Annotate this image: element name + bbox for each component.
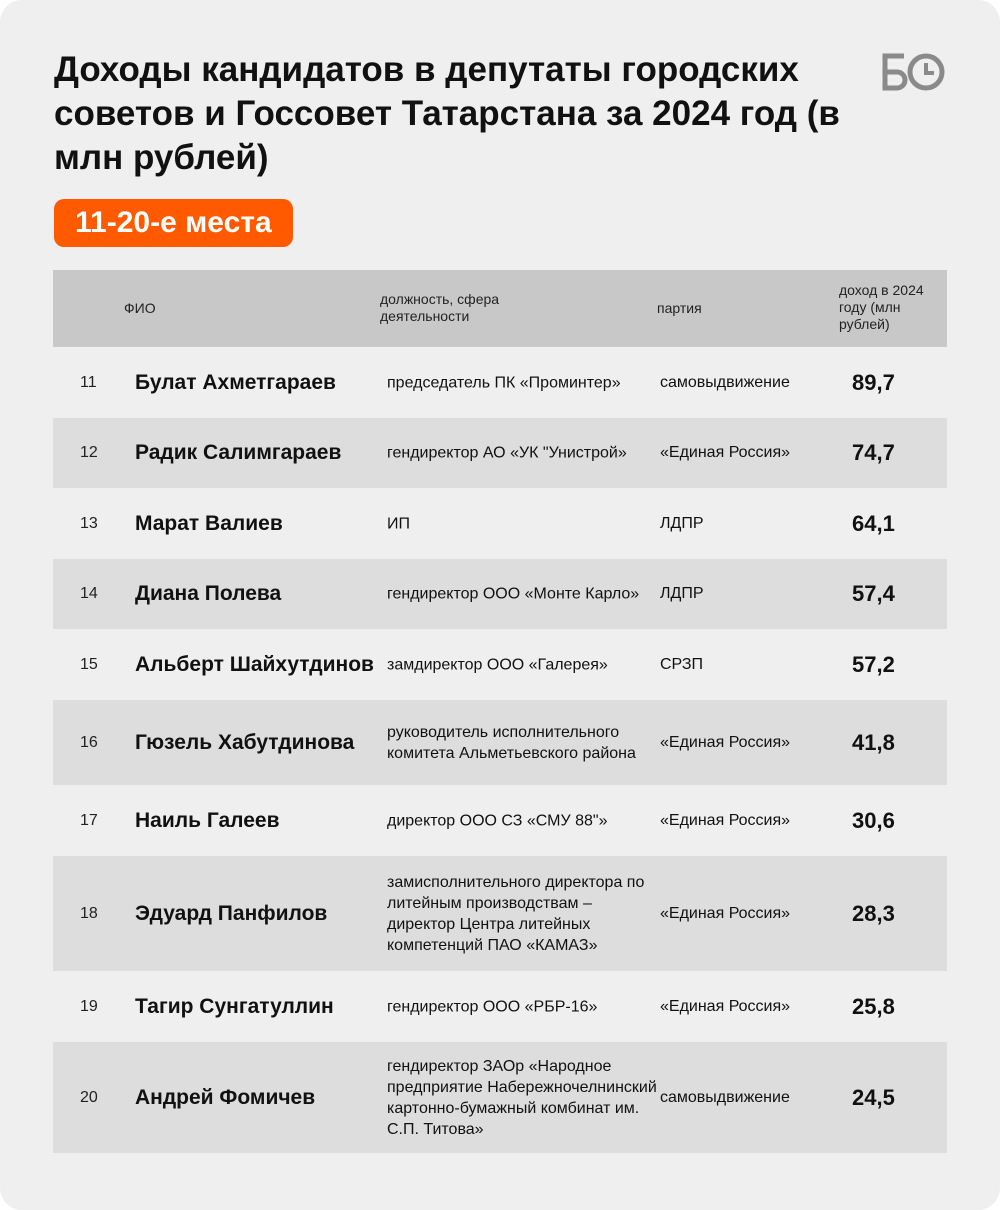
row-position: директор ООО СЗ «СМУ 88"» xyxy=(387,812,608,829)
table-row xyxy=(53,347,947,418)
table-row xyxy=(53,418,947,488)
row-rank: 18 xyxy=(80,904,98,922)
rank-range-badge: 11-20-е места xyxy=(54,199,293,247)
row-income-value: 74,7 xyxy=(852,440,895,465)
row-income-value: 25,8 xyxy=(852,993,895,1019)
row-position: ИП xyxy=(387,515,410,532)
row-rank: 15 xyxy=(80,655,98,673)
row-party: «Единая Россия» xyxy=(660,811,791,829)
row-name: Гюзель Хабутдинова xyxy=(135,730,355,754)
page-title: Доходы кандидатов в депутаты городских советов и Госсовет Татарстана за 2024 год (в млн рублей) xyxy=(54,50,840,177)
row-name: Эдуард Панфилов xyxy=(135,901,328,925)
row-party: самовыдвижение xyxy=(660,1088,790,1106)
row-income-value: 24,5 xyxy=(852,1084,895,1110)
table-header xyxy=(53,270,947,347)
row-party: «Единая Россия» xyxy=(660,444,791,461)
row-position: гендиректор ООО «Монте Карло» xyxy=(387,585,640,603)
row-position: председатель ПК «Проминтер» xyxy=(387,374,621,391)
row-position: руководитель исполнительного комитета Альметьевского района xyxy=(387,723,636,762)
row-position: гендиректор ООО «РБР-16» xyxy=(387,998,598,1015)
table-row xyxy=(53,559,947,629)
table-row xyxy=(53,700,947,785)
row-party: «Единая Россия» xyxy=(660,733,791,751)
table-body xyxy=(53,347,947,1153)
row-rank: 17 xyxy=(80,811,98,829)
header-income: доход в 2024 году (млн рублей) xyxy=(839,282,924,332)
row-position: замдиректор ООО «Галерея» xyxy=(387,656,608,673)
row-party: «Единая Россия» xyxy=(660,997,791,1015)
row-income-value: 57,2 xyxy=(852,651,895,677)
row-name: Андрей Фомичев xyxy=(135,1085,316,1109)
row-name: Диана Полева xyxy=(135,582,282,605)
table-row xyxy=(53,488,947,559)
row-income-value: 64,1 xyxy=(852,510,895,536)
clock-icon xyxy=(910,56,942,88)
row-income-value: 57,4 xyxy=(852,581,895,606)
row-income-value: 28,3 xyxy=(852,900,895,926)
row-name: Радик Салимгараев xyxy=(135,441,342,464)
row-income-value: 41,8 xyxy=(852,729,895,755)
row-rank: 16 xyxy=(80,733,98,751)
row-rank: 12 xyxy=(80,444,98,461)
row-party: самовыдвижение xyxy=(660,373,790,391)
row-income-value: 89,7 xyxy=(852,369,895,395)
row-position: замисполнительного директора по литейным производствам – директор Центра литейных компетенций ПАО «КАМАЗ» xyxy=(387,873,645,954)
row-income-value: 30,6 xyxy=(852,807,895,833)
row-party: ЛДПР xyxy=(660,514,704,532)
row-rank: 11 xyxy=(80,373,97,391)
table-row xyxy=(53,785,947,856)
header-fio: ФИО xyxy=(124,300,156,316)
row-name: Наиль Галеев xyxy=(135,808,280,832)
row-rank: 19 xyxy=(80,997,98,1015)
table-row xyxy=(53,1042,947,1153)
row-position: гендиректор ЗАОр «Народное предприятие Набережночелнинский картонно-бумажный комбинат им. С.П. Титова» xyxy=(387,1057,657,1138)
row-name: Тагир Сунгатуллин xyxy=(135,994,334,1018)
row-rank: 13 xyxy=(80,514,98,532)
table-row xyxy=(53,629,947,700)
row-name: Альберт Шайхутдинов xyxy=(135,652,374,676)
income-table xyxy=(53,270,947,1153)
table-row xyxy=(53,856,947,971)
row-rank: 20 xyxy=(80,1088,98,1106)
row-party: ЛДПР xyxy=(660,585,704,602)
header-party: партия xyxy=(657,300,702,316)
row-name: Булат Ахметгараев xyxy=(135,370,336,394)
row-position: гендиректор АО «УК "Унистрой» xyxy=(387,444,627,462)
row-rank: 14 xyxy=(80,585,98,602)
row-party: «Единая Россия» xyxy=(660,904,791,922)
logo xyxy=(880,52,946,92)
row-name: Марат Валиев xyxy=(135,511,283,535)
row-party: СРЗП xyxy=(660,655,704,673)
header-position: должность, сфера деятельности xyxy=(380,291,500,324)
table-row xyxy=(53,971,947,1042)
